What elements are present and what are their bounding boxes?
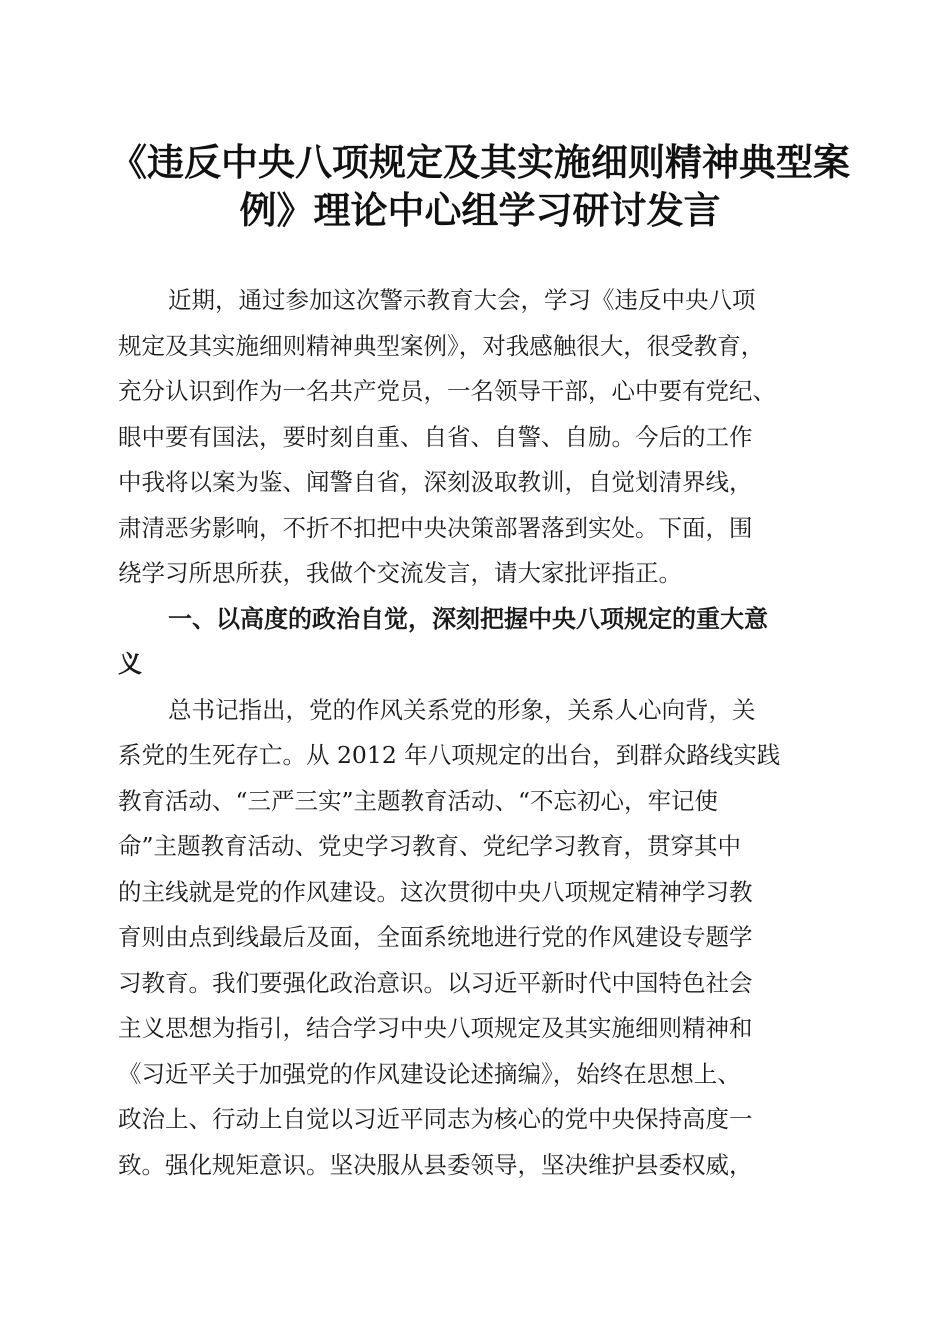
document-body — [118, 278, 836, 1188]
paragraph-section-1 — [118, 688, 836, 1189]
text-line: 规定及其实施细则精神典型案例》，对我感触很大，很受教育， — [118, 331, 765, 360]
text-line: 育则由点到线最后及面，全面系统地进行党的作风建设专题学 — [118, 923, 753, 951]
text-line: 《习近平关于加强党的作风建设论述摘编》，始终在思想上、 — [118, 1059, 741, 1088]
text-line: 教育活动、“三严三实”主题教育活动、“不忘初心，牢记使 — [118, 786, 719, 815]
text-line: 总书记指出，党的作风关系党的形象，关系人心向背，关 — [168, 695, 756, 724]
heading-line: 一、以高度的政治自觉，深刻把握中央八项规定的重大意 — [168, 604, 768, 633]
text-line: 肃清恶劣影响，不折不扣把中央决策部署落到实处。下面，围 — [118, 513, 753, 542]
section-heading-1 — [118, 597, 836, 688]
heading-line: 义 — [118, 650, 142, 678]
text-line: 政治上、行动上自觉以习近平同志为核心的党中央保持高度一 — [118, 1105, 753, 1133]
text-line: 近期，通过参加这次警示教育大会，学习《违反中央八项 — [168, 286, 756, 314]
paragraph-intro — [118, 278, 836, 597]
text-line: 致。强化规矩意识。坚决服从县委领导，坚决维护县委权威， — [118, 1150, 753, 1179]
text-line: 系党的生死存亡。从 2012 年八项规定的出台，到群众路线实践 — [118, 741, 781, 769]
text-line: 的主线就是党的作风建设。这次贯彻中央八项规定精神学习教 — [118, 877, 753, 906]
text-line: 眼中要有国法，要时刻自重、自省、自警、自励。今后的工作 — [118, 422, 753, 451]
text-line: 中我将以案为鉴、闻警自省，深刻汲取教训，自觉划清界线， — [118, 468, 753, 496]
document-title — [100, 138, 860, 234]
text-line: 绕学习所思所获，我做个交流发言，请大家批评指正。 — [118, 559, 682, 587]
title-line: 例》理论中心组学习研讨发言 — [239, 188, 721, 232]
title-line: 《违反中央八项规定及其实施细则精神典型案 — [110, 140, 850, 184]
text-line: 主义思想为指引，结合学习中央八项规定及其实施细则精神和 — [118, 1014, 753, 1042]
text-line: 习教育。我们要强化政治意识。以习近平新时代中国特色社会 — [118, 968, 753, 997]
text-line: 充分认识到作为一名共产党员，一名领导干部，心中要有党纪、 — [118, 377, 776, 405]
text-line: 命”主题教育活动、党史学习教育、党纪学习教育，贯穿其中 — [118, 832, 742, 860]
